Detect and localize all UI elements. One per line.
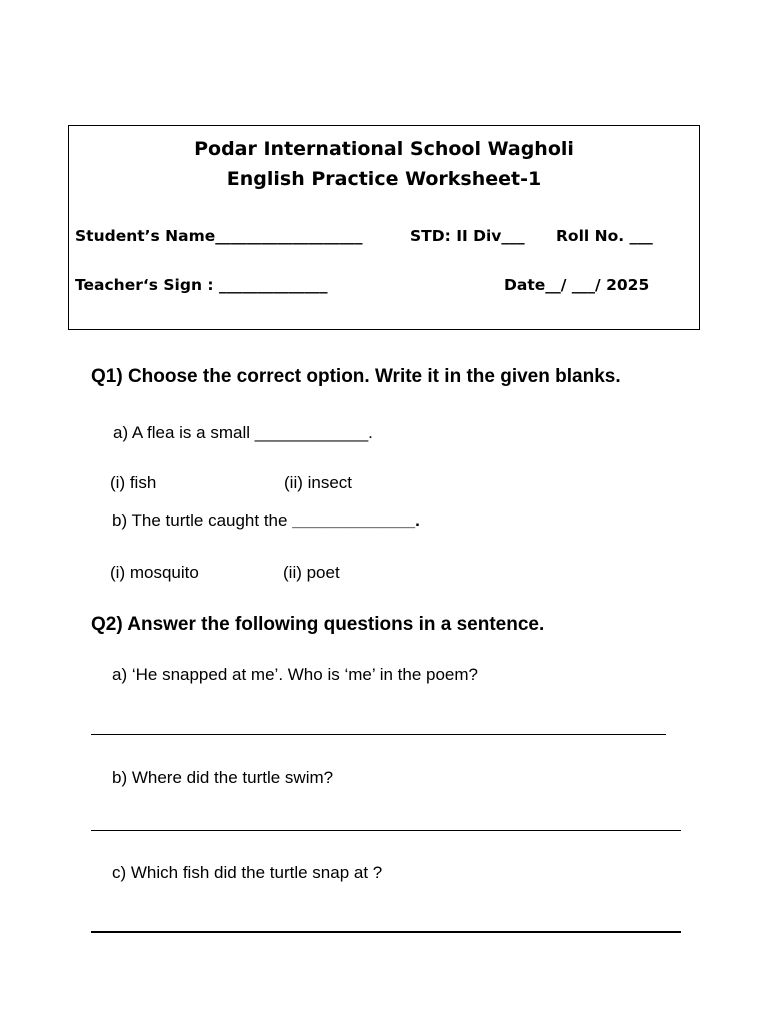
- q2-b-question: b) Where did the turtle swim?: [112, 768, 334, 787]
- q2-a-question: a) ‘He snapped at me’. Who is ‘me’ in the poem?: [112, 665, 478, 684]
- q2-c-question: c) Which fish did the turtle snap at ?: [112, 863, 383, 882]
- worksheet-title: English Practice Worksheet-1: [226, 168, 542, 190]
- teacher-sign-field: Teacher‘s Sign : ______________: [75, 276, 328, 294]
- q1-b-option-1: (i) mosquito: [110, 563, 199, 582]
- q1-b-option-2: (ii) poet: [283, 563, 340, 582]
- student-name-field: Student’s Name___________________: [75, 227, 363, 245]
- header-box: [68, 125, 700, 330]
- std-div-field: STD: II Div___: [410, 227, 525, 245]
- roll-number-field: Roll No. ___: [556, 227, 653, 245]
- q1-b-blank: _____________.: [292, 511, 420, 530]
- q1-a-question: a) A flea is a small ____________.: [113, 423, 373, 442]
- q1-a-option-2: (ii) insect: [284, 473, 353, 492]
- q2-a-answer-line: [91, 734, 666, 735]
- q2-heading: Q2) Answer the following questions in a sentence.: [91, 614, 545, 635]
- q1-a-option-1: (i) fish: [110, 473, 157, 492]
- q2-b-answer-line: [91, 830, 681, 831]
- school-name: Podar International School Wagholi: [194, 138, 574, 160]
- q1-b-question: [112, 511, 420, 531]
- q2-c-answer-line: [91, 931, 681, 933]
- q1-b-text: b) The turtle caught the: [112, 511, 293, 530]
- date-field: Date__/ ___/ 2025: [504, 276, 650, 294]
- q1-heading: Q1) Choose the correct option. Write it in the given blanks.: [91, 366, 621, 387]
